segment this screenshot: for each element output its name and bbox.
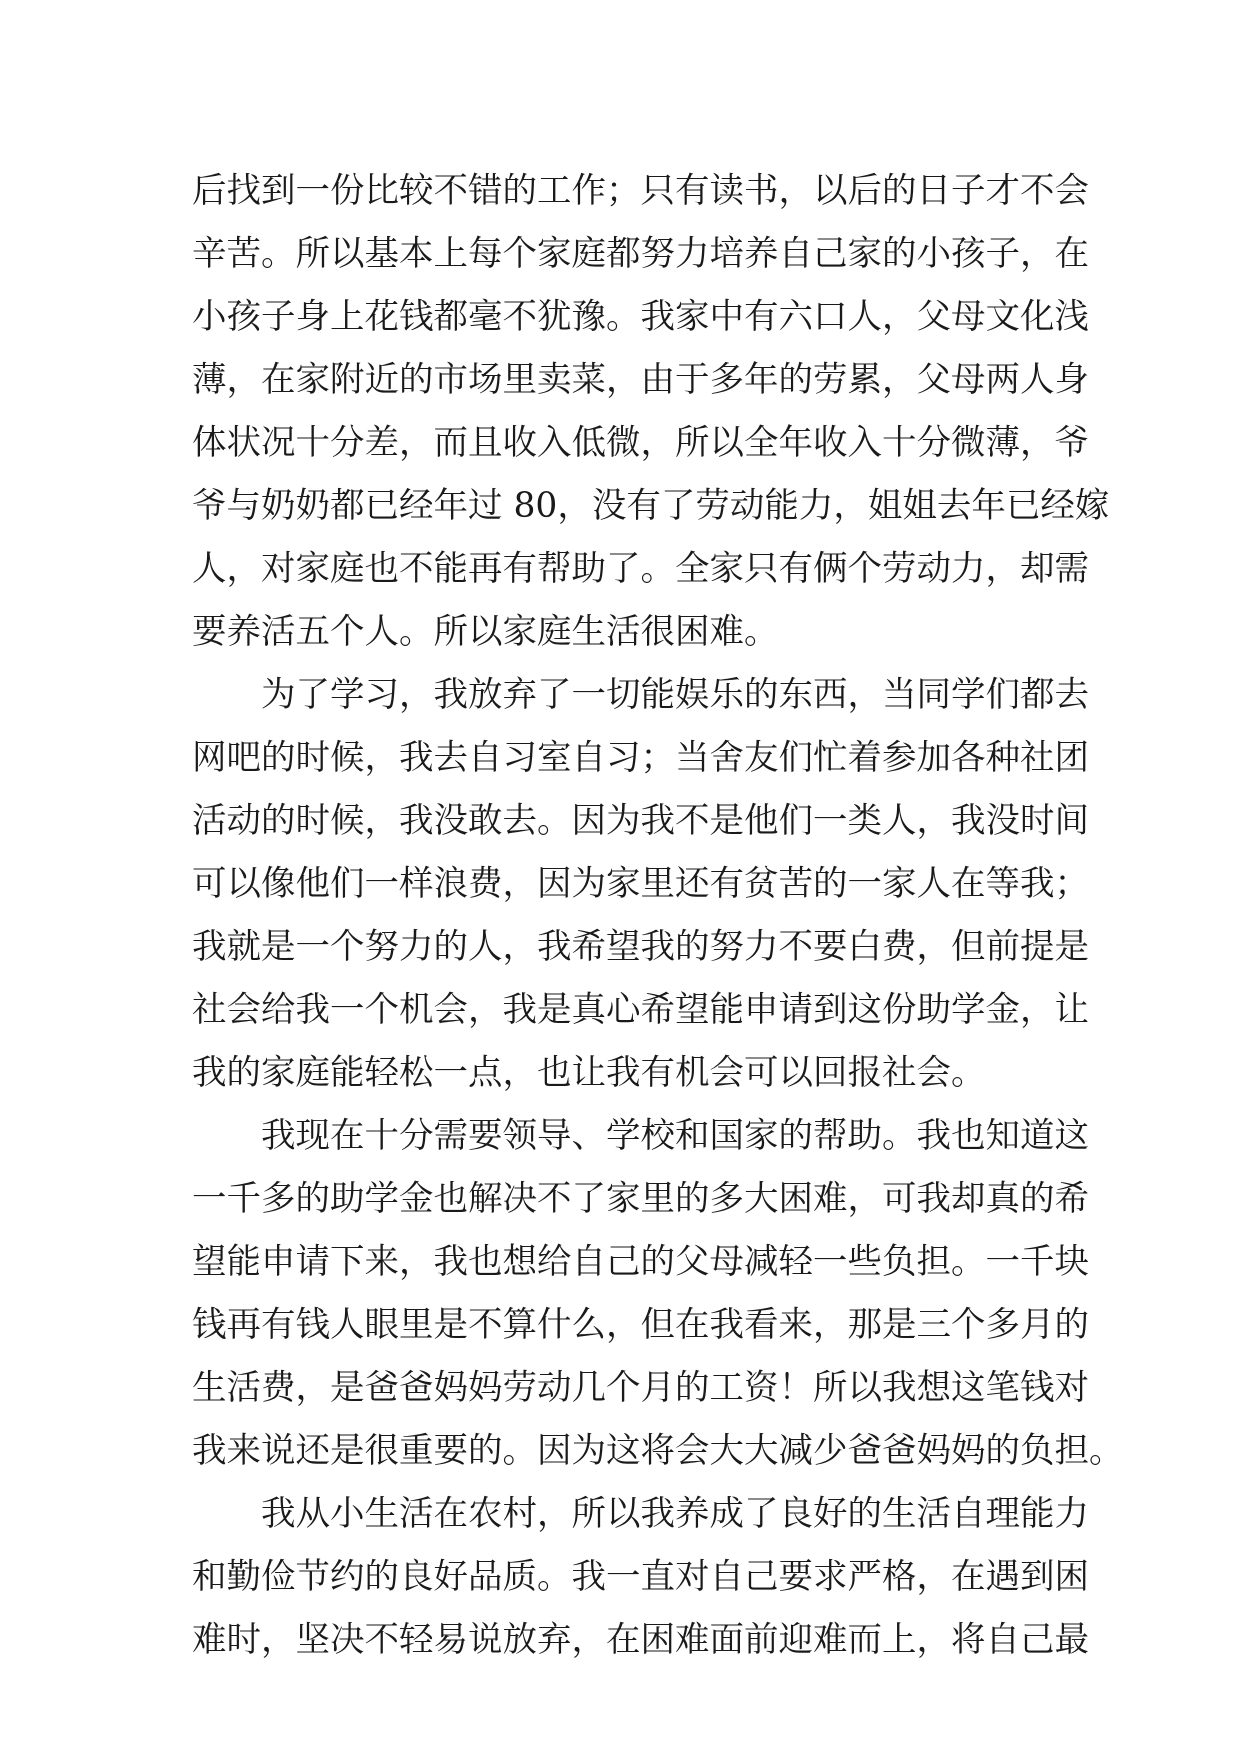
text-line: 要养活五个人。所以家庭生活很困难。 (192, 612, 779, 652)
text-line: 后找到一份比较不错的工作；只有读书，以后的日子才不会 (192, 171, 1089, 211)
text-line: 我的家庭能轻松一点，也让我有机会可以回报社会。 (192, 1053, 986, 1093)
text-line: 和勤俭节约的良好品质。我一直对自己要求严格，在遇到困 (192, 1557, 1089, 1597)
text-line: 生活费，是爸爸妈妈劳动几个月的工资！所以我想这笔钱对 (192, 1368, 1089, 1408)
text-line: 一千多的助学金也解决不了家里的多大困难，可我却真的希 (192, 1179, 1089, 1219)
text-line: 爷与奶奶都已经年过 80，没有了劳动能力，姐姐去年已经嫁 (192, 486, 1110, 526)
text-line: 可以像他们一样浪费，因为家里还有贫苦的一家人在等我； (192, 864, 1089, 904)
text-line: 我就是一个努力的人，我希望我的努力不要白费，但前提是 (192, 927, 1089, 967)
paragraph (192, 664, 1089, 1105)
text-line: 体状况十分差，而且收入低微，所以全年收入十分微薄，爷 (192, 423, 1089, 463)
text-line: 网吧的时候，我去自习室自习；当舍友们忙着参加各种社团 (192, 738, 1089, 778)
text-line: 社会给我一个机会，我是真心希望能申请到这份助学金，让 (192, 990, 1089, 1030)
paragraph (192, 1105, 1124, 1483)
text-line: 小孩子身上花钱都毫不犹豫。我家中有六口人，父母文化浅 (192, 297, 1089, 337)
text-line: 我现在十分需要领导、学校和国家的帮助。我也知道这 (261, 1116, 1089, 1156)
text-line: 望能申请下来，我也想给自己的父母减轻一些负担。一千块 (192, 1242, 1089, 1282)
text-line: 难时，坚决不轻易说放弃，在困难面前迎难而上，将自己最 (192, 1620, 1089, 1660)
text-line: 活动的时候，我没敢去。因为我不是他们一类人，我没时间 (192, 801, 1089, 841)
paragraph (192, 1483, 1089, 1672)
text-line: 我从小生活在农村，所以我养成了良好的生活自理能力 (261, 1494, 1089, 1534)
text-line: 辛苦。所以基本上每个家庭都努力培养自己家的小孩子，在 (192, 234, 1089, 274)
text-line: 为了学习，我放弃了一切能娱乐的东西，当同学们都去 (261, 675, 1089, 715)
text-line: 我来说还是很重要的。因为这将会大大减少爸爸妈妈的负担。 (192, 1431, 1124, 1471)
text-line: 薄，在家附近的市场里卖菜，由于多年的劳累，父母两人身 (192, 360, 1089, 400)
text-line: 人，对家庭也不能再有帮助了。全家只有俩个劳动力，却需 (192, 549, 1089, 589)
text-line: 钱再有钱人眼里是不算什么，但在我看来，那是三个多月的 (192, 1305, 1089, 1345)
paragraph (192, 160, 1110, 664)
document-body (192, 160, 1124, 1672)
